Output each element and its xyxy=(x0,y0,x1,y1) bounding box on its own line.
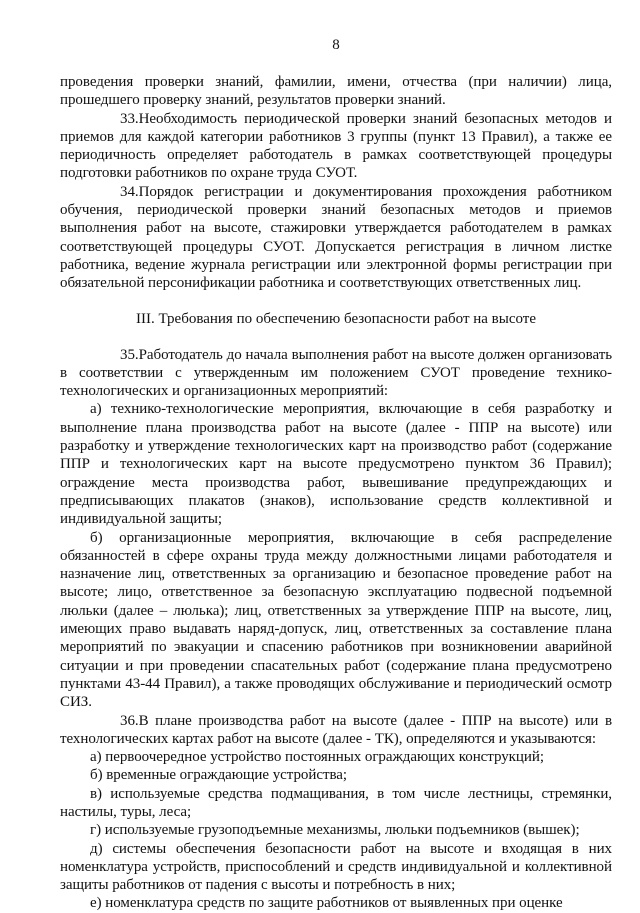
paragraph-text: Необходимость периодической проверки знаний безопасных методов и приемов для каждой категории работников 3 группы (пункт 13 Правил), а также ее периодичность определяет работодатель в рамках соответствующей процедуры подготовки работников по охране труда СУОТ. xyxy=(60,110,612,182)
list-item: а) технико-технологические мероприятия, включающие в себя разработку и выполнение плана производства работ на высоте (далее - ППР на высоте) или разработку и утверждение технологических карт на производство работ (содержание ППР и технологических карт на высоте предусмотрено пунктом 36 Правил); ограждение места производства работ, вывешивание предупреждающих и предписывающих плакатов (знаков), использование средств коллективной и индивидуальной защиты; xyxy=(60,401,612,528)
document-page xyxy=(60,36,612,913)
paragraph-number: 35. xyxy=(120,346,139,363)
paragraph-text: проведения проверки знаний, фамилии, имени, отчества (при наличии) лица, прошедшего проверку знаний, результатов проверки знаний. xyxy=(60,74,612,109)
section-title: III. Требования по обеспечению безопасности работ на высоте xyxy=(135,310,537,327)
page-number: 8 xyxy=(332,37,340,53)
list-item: а) первоочередное устройство постоянных ограждающих конструкций; xyxy=(90,749,544,766)
paragraph-number: 33. xyxy=(120,110,139,127)
list-item: б) организационные мероприятия, включающие в себя распределение обязанностей в сфере охраны труда между должностными лицами работодателя и назначение лиц, ответственных за организацию и безопасное проведение работ на высоте; лицо, ответственное за безопасную эксплуатацию подвесной подъемной люльки (далее – люлька); лиц, ответственных за утверждение ППР на высоте, лиц, имеющих право выдавать наряд-допуск, лиц, ответственных за составление плана мероприятий по эвакуации и спасению работников при возникновении аварийной ситуации и при проведении спасательных работ (содержание плана предусмотрено пунктами 43-44 Правил), а также проводящих обслуживание и периодический осмотр СИЗ. xyxy=(60,529,612,711)
paragraph-36 xyxy=(60,712,612,749)
paragraph-35 xyxy=(60,346,612,401)
paragraph-text: Порядок регистрации и документирования прохождения работником обучения, периодической проверки знаний безопасных методов и приемов выполнения работ на высоте, стажировки утверждается работодателем в рамках соответствующей процедуры СУОТ. Допускается регистрация в личном листке работника, ведение журнала регистрации или электронной формы регистрации при обязательной персонификации работника и соответствующих ответственных лиц. xyxy=(60,183,612,292)
paragraph-continuation xyxy=(60,73,612,110)
paragraph-number: 34. xyxy=(120,183,139,200)
paragraph-33 xyxy=(60,110,612,183)
list-item: в) используемые средства подмащивания, в том числе лестницы, стремянки, настилы, туры, леса; xyxy=(60,785,612,820)
list-item: г) используемые грузоподъемные механизмы, люльки подъемников (вышек); xyxy=(90,822,580,839)
list-item: е) номенклатура средств по защите работников от выявленных при оценке xyxy=(90,895,563,912)
list-item: д) системы обеспечения безопасности работ на высоте и входящая в них номенклатура устройств, приспособлений и средств индивидуальной и коллективной защиты работников от падения с высоты и потребность в них; xyxy=(60,840,612,894)
paragraph-34 xyxy=(60,183,612,293)
paragraph-text: В плане производства работ на высоте (далее - ППР на высоте) или в технологических картах работ на высоте (далее - ТК), определяются и указываются: xyxy=(60,712,612,747)
paragraph-text: Работодатель до начала выполнения работ на высоте должен организовать в соответствии с утвержденным им положением СУОТ проведение технико-технологических и организационных мероприятий: xyxy=(60,346,612,400)
paragraph-number: 36. xyxy=(120,712,139,729)
list-item: б) временные ограждающие устройства; xyxy=(90,767,348,784)
